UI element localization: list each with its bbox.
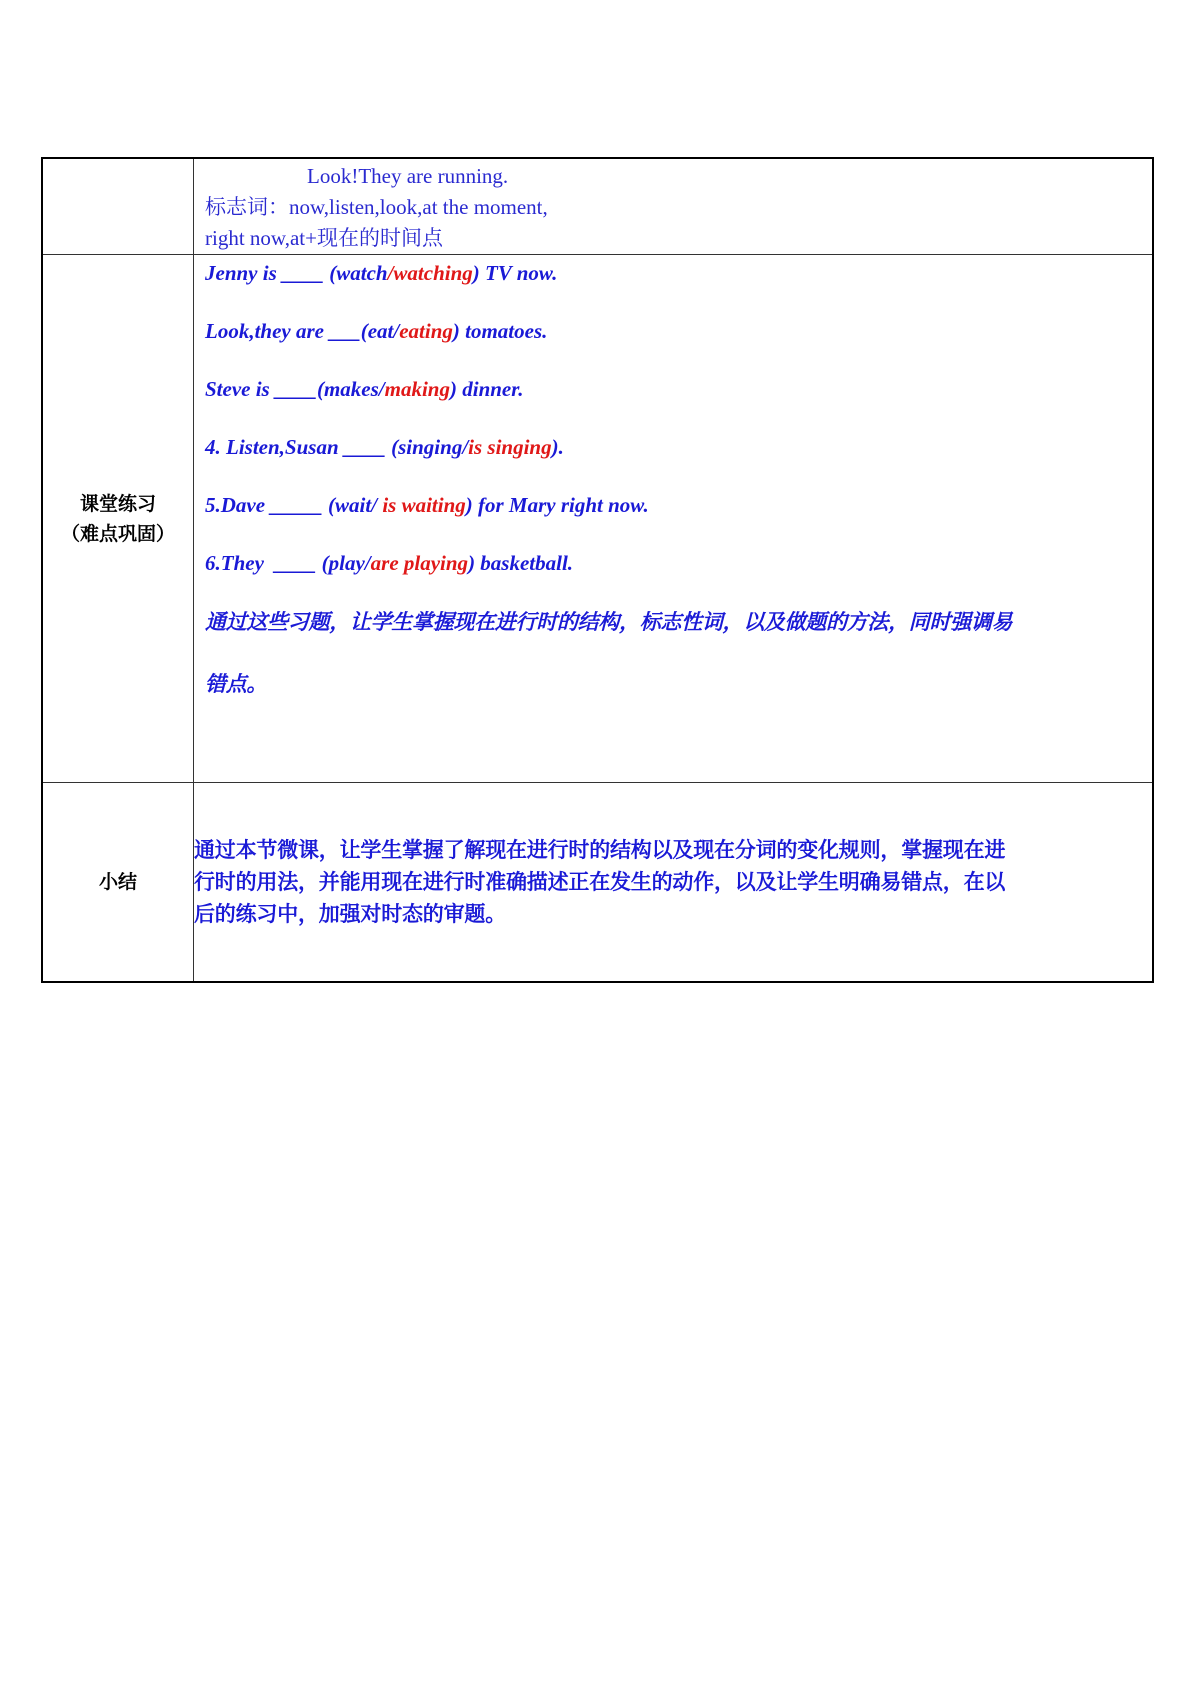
answer-text: is singing — [468, 435, 552, 459]
answer-text: making — [384, 377, 450, 401]
exercise-item: 5.Dave _____ (wait/ is waiting) for Mary right now. — [205, 493, 649, 517]
practice-label: 课堂练习 — [79, 492, 156, 515]
summary-line: 行时的用法，并能用现在进行时准确描述正在发生的动作，以及让学生明确易错点，在以 — [194, 870, 1006, 894]
table-row-example — [42, 158, 1153, 255]
summary-line: 后的练习中，加强对时态的审题。 — [194, 902, 506, 926]
summary-cell — [194, 783, 1154, 983]
exercise-item: Steve is ____(makes/making) dinner. — [205, 377, 524, 401]
summary-line: 通过本节微课，让学生掌握了解现在进行时的结构以及现在分词的变化规则，掌握现在进 — [194, 838, 1006, 862]
summary-label: 小结 — [42, 783, 194, 983]
exercise-item: Jenny is ____ (watch/watching) TV now. — [205, 261, 558, 285]
example-sentence: Look!They are running. — [307, 164, 509, 188]
exercise-item: 6.They ____ (play/are playing) basketball. — [205, 551, 574, 575]
row-label-empty — [42, 158, 194, 255]
teaching-note-2: 错点。 — [205, 672, 268, 696]
answer-text: eating — [399, 319, 453, 343]
signal-words-line: 标志词：now,listen,look,at the moment, — [205, 195, 548, 219]
exercise-item: 4. Listen,Susan ____ (singing/is singing). — [205, 435, 564, 459]
example-cell — [194, 158, 1154, 255]
exercise-cell — [194, 255, 1154, 783]
lesson-plan-table — [41, 157, 1154, 983]
table-row-summary — [42, 783, 1153, 983]
answer-text: are playing — [370, 551, 469, 575]
answer-text: /watching — [387, 261, 473, 285]
exercise-list — [194, 255, 1152, 731]
teaching-note: 通过这些习题，让学生掌握现在进行时的结构，标志性词，以及做题的方法，同时强调易 — [205, 610, 1013, 634]
practice-sublabel: （难点巩固） — [60, 522, 175, 545]
table-row-practice — [42, 255, 1153, 783]
exercise-item: Look,they are ___(eat/eating) tomatoes. — [205, 319, 548, 343]
answer-text: is waiting — [382, 493, 466, 517]
signal-words-line-2: right now,at+现在的时间点 — [205, 226, 443, 250]
practice-label-cell — [42, 255, 194, 783]
